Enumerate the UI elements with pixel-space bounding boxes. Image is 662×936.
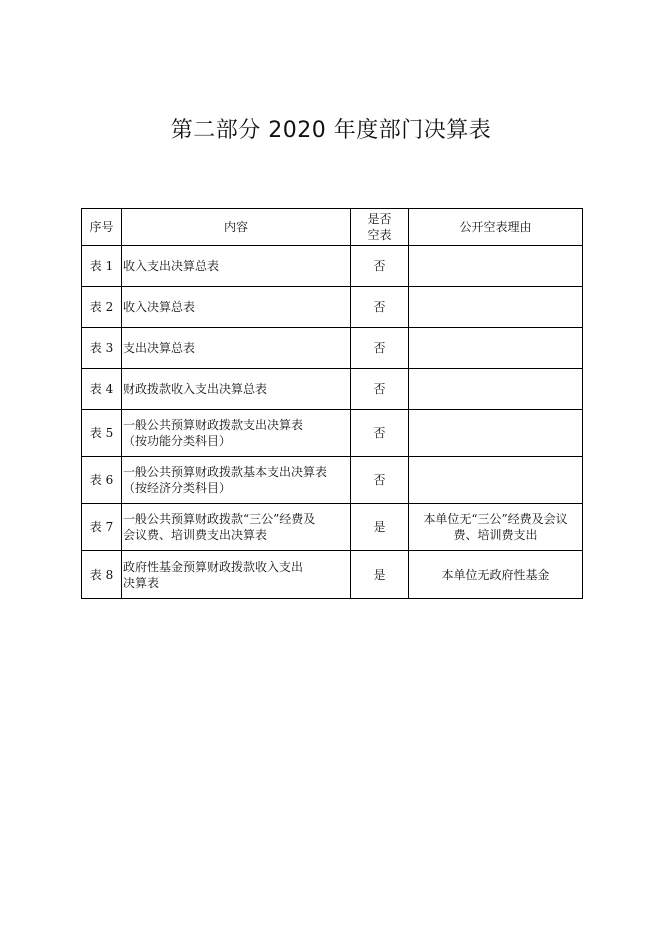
- row-content: [122, 410, 351, 457]
- row-content: [122, 457, 351, 504]
- row-content-line: 一般公共预算财政拨款“三公”经费及: [123, 512, 316, 526]
- row-number: 表 8: [82, 551, 122, 599]
- table-row: [82, 328, 583, 369]
- row-reason: [409, 328, 583, 369]
- header-reason: 公开空表理由: [409, 209, 583, 246]
- row-reason: [409, 369, 583, 410]
- row-reason: [409, 551, 583, 599]
- row-reason-line: 本单位无政府性基金: [441, 567, 550, 582]
- row-reason: [409, 504, 583, 551]
- row-content-line: 支出决算总表: [123, 341, 196, 355]
- row-number: 表 3: [82, 328, 122, 369]
- row-content-line: 财政拨款收入支出决算总表: [123, 382, 268, 396]
- row-reason: [409, 287, 583, 328]
- header-is-empty-line2: 空表: [367, 228, 392, 242]
- row-reason-line: 费、培训费支出: [453, 528, 538, 542]
- row-number: 表 4: [82, 369, 122, 410]
- row-is-empty: 否: [351, 246, 409, 287]
- table-row: [82, 551, 583, 599]
- row-content-line: 一般公共预算财政拨款支出决算表: [123, 418, 304, 432]
- row-number: 表 1: [82, 246, 122, 287]
- table-row: [82, 287, 583, 328]
- row-content-line: 会议费、培训费支出决算表: [123, 528, 268, 542]
- row-content-line: 一般公共预算财政拨款基本支出决算表: [123, 465, 328, 479]
- row-content: [122, 287, 351, 328]
- row-reason: [409, 246, 583, 287]
- budget-tables-list: [81, 208, 583, 599]
- row-reason-line: 本单位无“三公”经费及会议: [423, 512, 568, 526]
- row-number: 表 7: [82, 504, 122, 551]
- row-is-empty: 否: [351, 287, 409, 328]
- table-row: [82, 457, 583, 504]
- page-title: 第二部分 2020 年度部门决算表: [170, 118, 492, 143]
- row-number: 表 2: [82, 287, 122, 328]
- row-is-empty: 否: [351, 457, 409, 504]
- row-content: [122, 328, 351, 369]
- row-number: 表 6: [82, 457, 122, 504]
- row-content-line: 决算表: [123, 575, 160, 590]
- table-row: [82, 410, 583, 457]
- row-content-line: 政府性基金预算财政拨款收入支出: [123, 559, 304, 574]
- header-content: 内容: [122, 209, 351, 246]
- header-is-empty-line1: 是否: [367, 212, 392, 226]
- row-reason: [409, 410, 583, 457]
- table-row: [82, 504, 583, 551]
- row-content-line: （按功能分类科目）: [123, 434, 232, 448]
- row-is-empty: 否: [351, 410, 409, 457]
- row-is-empty: 否: [351, 369, 409, 410]
- table-header-row: [82, 209, 583, 246]
- row-reason: [409, 457, 583, 504]
- table-row: [82, 369, 583, 410]
- row-content-line: 收入支出决算总表: [123, 259, 220, 273]
- row-number: 表 5: [82, 410, 122, 457]
- row-content-line: 收入决算总表: [123, 300, 196, 314]
- table-row: [82, 246, 583, 287]
- row-content: [122, 246, 351, 287]
- row-content: [122, 504, 351, 551]
- row-content-line: （按经济分类科目）: [123, 481, 232, 495]
- header-no: 序号: [82, 209, 122, 246]
- row-is-empty: 否: [351, 328, 409, 369]
- row-content: [122, 551, 351, 599]
- row-content: [122, 369, 351, 410]
- header-is-empty: [351, 209, 409, 246]
- row-is-empty: 是: [351, 551, 409, 599]
- row-is-empty: 是: [351, 504, 409, 551]
